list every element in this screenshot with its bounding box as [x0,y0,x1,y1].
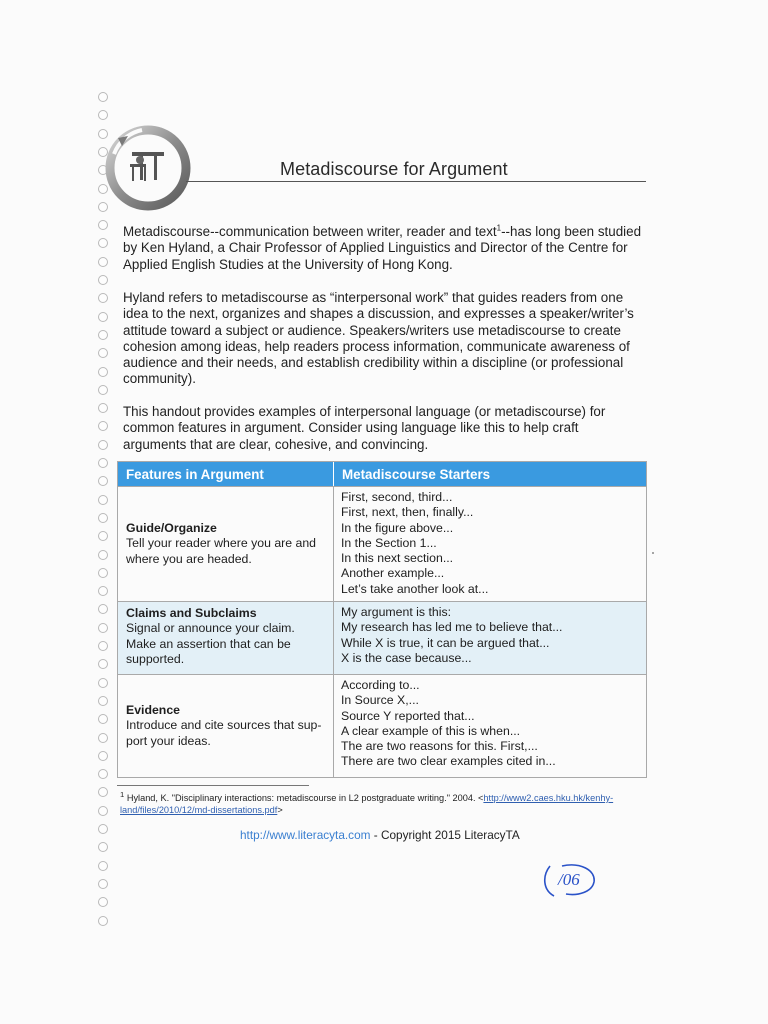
binder-hole [98,275,108,285]
binder-hole [98,257,108,267]
binder-holes [98,92,112,932]
intro-text-end: --has long been studied by Ken Hyland, a Chair Professor of Applied Linguistics and Director of the Centre for Applied English Studies at the University of Hong Kong. [123,224,642,272]
binder-hole [98,495,108,505]
binder-hole [98,92,108,102]
feature-cell [118,487,334,601]
handwritten-page-number [540,858,600,900]
binder-hole [98,714,108,724]
feature-title: Evidence [126,703,180,718]
table-row [118,486,646,601]
table-header [118,462,646,486]
binder-hole [98,659,108,669]
starter-line: Source Y reported that... [341,708,475,723]
binder-hole [98,476,108,486]
starter-line: In this next section... [341,551,454,566]
footnote-ref: 1 [496,223,502,233]
binder-hole [98,824,108,834]
binder-hole [98,678,108,688]
page-title: Metadiscourse for Argument [280,159,508,179]
binder-hole [98,220,108,230]
starters-cell [334,675,646,777]
feature-description: Tell your reader where you are and where you are headed. [126,536,317,566]
classroom-logo-icon [104,124,192,212]
binder-hole [98,861,108,871]
binder-hole [98,568,108,578]
starter-line: First, second, third... [341,490,453,504]
starter-line: While X is true, it can be argued that... [341,635,550,650]
footer-url[interactable]: http://www.literacyta.com [240,828,371,842]
table-row [118,674,646,777]
handout-paragraph: This handout provides examples of interpersonal language (or metadiscourse) for common features in argument. Consider using language like this to help craft arguments that are clear, cohesive, and convincing. [123,404,606,452]
starter-line: First, next, then, finally... [341,505,474,520]
binder-hole [98,604,108,614]
footnote-divider [117,785,309,786]
binder-hole [98,293,108,303]
scan-speck [652,552,654,554]
starters-cell [334,487,646,601]
footnote-link[interactable]: http://www2.caes.hku.hk/kenhy-land/files/2010/12/md-dissertations.pdf [120,793,614,815]
starter-line: In Source X,... [341,693,419,708]
binder-hole [98,787,108,797]
starter-line: My argument is this: [341,605,452,619]
starter-line: The are two reasons for this. First,... [341,739,538,754]
title-underline [186,181,646,182]
binder-hole [98,879,108,889]
binder-hole [98,421,108,431]
feature-description: Signal or announce your claim. Make an assertion that can be supported. [126,621,295,666]
feature-cell [118,675,334,777]
starter-line: X is the case because... [341,650,472,665]
binder-hole [98,586,108,596]
header-starters: Metadiscourse Starters [342,466,491,482]
starter-line: In the Section 1... [341,535,437,550]
binder-hole [98,769,108,779]
starters-cell [334,602,646,674]
feature-title: Guide/Organize [126,521,217,536]
header-features: Features in Argument [118,462,334,486]
binder-hole [98,348,108,358]
intro-text-start: Metadiscourse--communication between writer, reader and text [123,224,497,239]
binder-hole [98,897,108,907]
footnote [120,789,645,816]
hyland-paragraph: Hyland refers to metadiscourse as “interpersonal work” that guides readers from one idea to the next, organizes and shapes a discussion, and expresses a speaker/writer’s attitude toward a subject or audience. Speakers/writers use metadiscourse to create cohesion among ideas, help readers process information, communicate awareness of audience and their needs, and establish credibility within a discipline (or professional community). [123,290,634,387]
binder-hole [98,623,108,633]
binder-hole [98,403,108,413]
starter-line: A clear example of this is when... [341,723,521,738]
footnote-text: Hyland, K. "Disciplinary interactions: metadiscourse in L2 postgraduate writing." 2004. < [124,793,484,804]
starter-line: According to... [341,678,420,692]
binder-hole [98,550,108,560]
binder-hole [98,238,108,248]
starter-line: Let’s take another look at... [341,581,489,596]
page-footer [240,828,520,842]
footer-copyright: - Copyright 2015 LiteracyTA [370,828,520,842]
starter-line: There are two clear examples cited in... [341,754,556,769]
footnote-mark: 1 [120,790,125,799]
binder-hole [98,806,108,816]
binder-hole [98,842,108,852]
binder-hole [98,312,108,322]
binder-hole [98,458,108,468]
features-table [117,461,647,778]
feature-cell [118,602,334,674]
binder-hole [98,696,108,706]
binder-hole [98,440,108,450]
binder-hole [98,330,108,340]
binder-hole [98,733,108,743]
binder-hole [98,531,108,541]
binder-hole [98,367,108,377]
starter-line: In the figure above... [341,520,454,535]
intro-paragraph [123,224,645,273]
binder-hole [98,751,108,761]
handwritten-number-text: /06 [558,870,580,889]
starter-line: My research has led me to believe that... [341,620,563,635]
table-row [118,601,646,674]
starter-line: Another example... [341,566,445,581]
feature-description: Introduce and cite sources that sup-port your ideas. [126,718,322,748]
binder-hole [98,513,108,523]
binder-hole [98,110,108,120]
footnote-close: > [277,804,283,815]
feature-title: Claims and Subclaims [126,606,257,620]
binder-hole [98,385,108,395]
binder-hole [98,916,108,926]
binder-hole [98,641,108,651]
